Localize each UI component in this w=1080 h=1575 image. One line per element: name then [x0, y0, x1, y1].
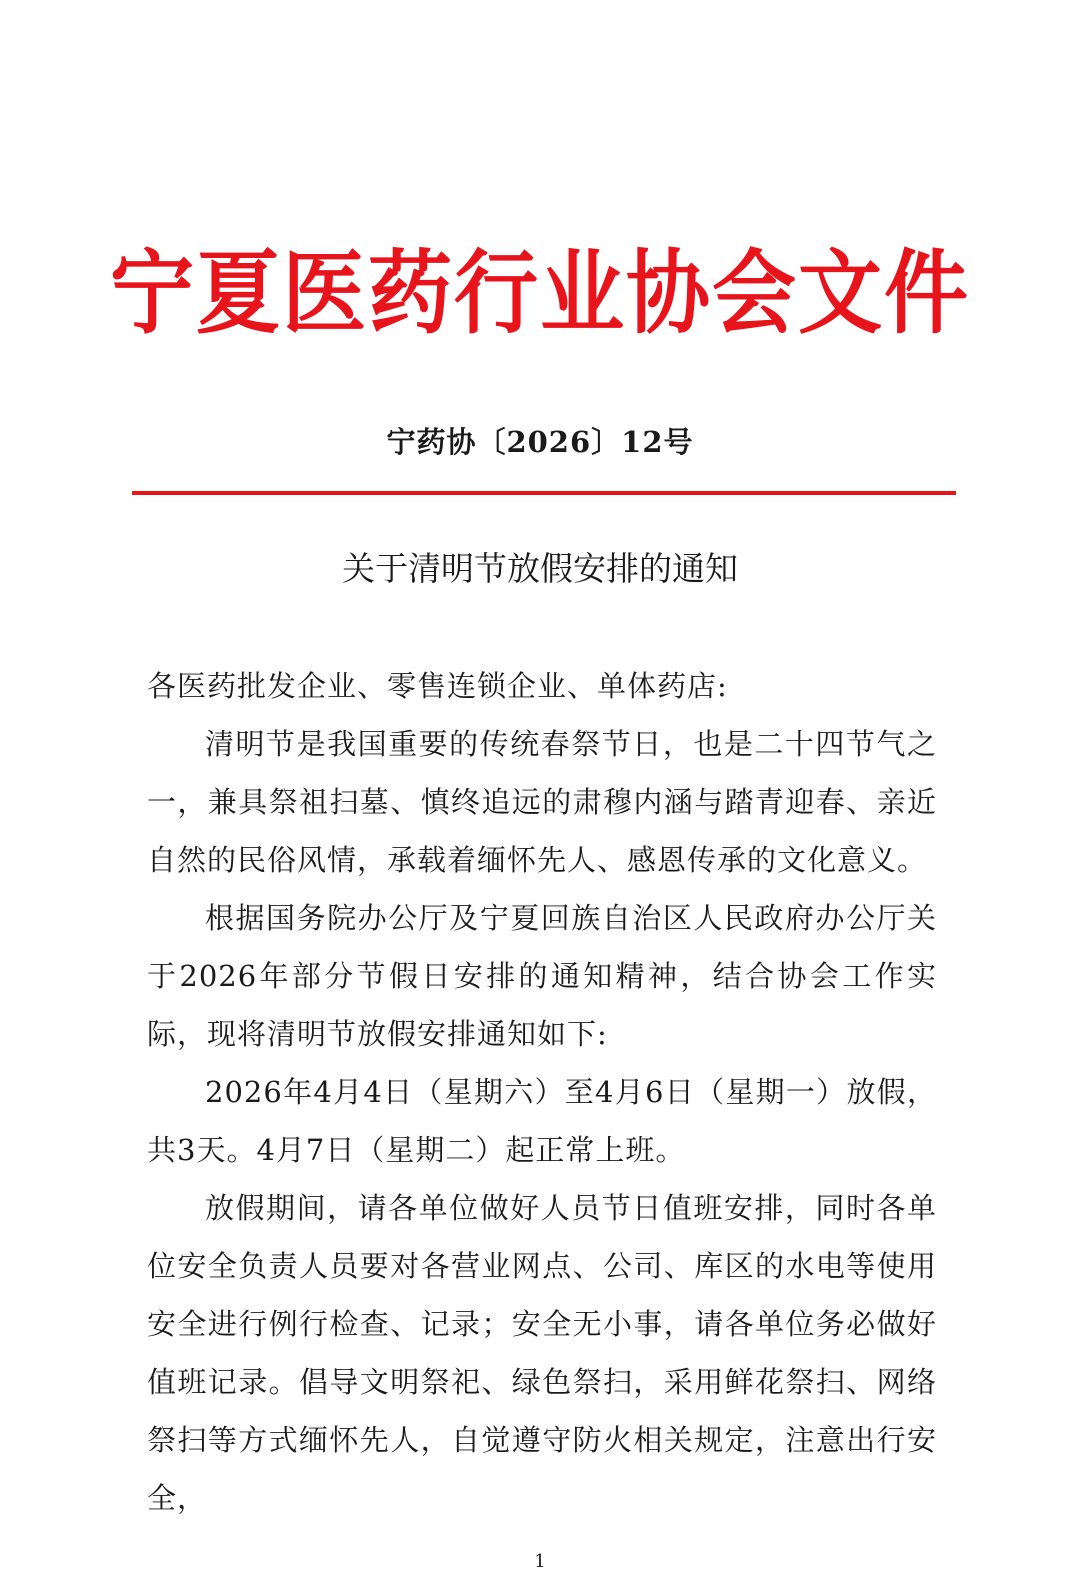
salutation: 各医药批发企业、零售连锁企业、单体药店: — [147, 669, 728, 703]
notice-title: 关于清明节放假安排的通知 — [342, 549, 738, 588]
paragraph-basis: 根据国务院办公厅及宁夏回族自治区人民政府办公厅关于2026年部分节假日安排的通知精神，结合协会工作实际，现将清明节放假安排通知如下: — [147, 901, 937, 1051]
document-masthead: 宁夏医药行业协会文件 — [109, 239, 970, 346]
document-body — [147, 657, 937, 1527]
red-divider-line — [132, 491, 956, 495]
paragraph-requirements: 放假期间，请各单位做好人员节日值班安排，同时各单位安全负责人员要对各营业网点、公司、库区的水电等使用安全进行例行检查、记录；安全无小事，请各单位务必做好值班记录。倡导文明祭祀、绿色祭扫，采用鲜花祭扫、网络祭扫等方式缅怀先人，自觉遵守防火相关规定，注意出行安全， — [147, 1191, 937, 1515]
document-number: 宁药协〔2026〕12号 — [386, 425, 694, 459]
page-number: 1 — [534, 1551, 546, 1572]
paragraph-intro: 清明节是我国重要的传统春祭节日，也是二十四节气之一，兼具祭祖扫墓、慎终追远的肃穆内涵与踏青迎春、亲近自然的民俗风情，承载着缅怀先人、感恩传承的文化意义。 — [147, 727, 937, 877]
paragraph-schedule: 2026年4月4日（星期六）至4月6日（星期一）放假，共3天。4月7日（星期二）起正常上班。 — [147, 1075, 937, 1167]
